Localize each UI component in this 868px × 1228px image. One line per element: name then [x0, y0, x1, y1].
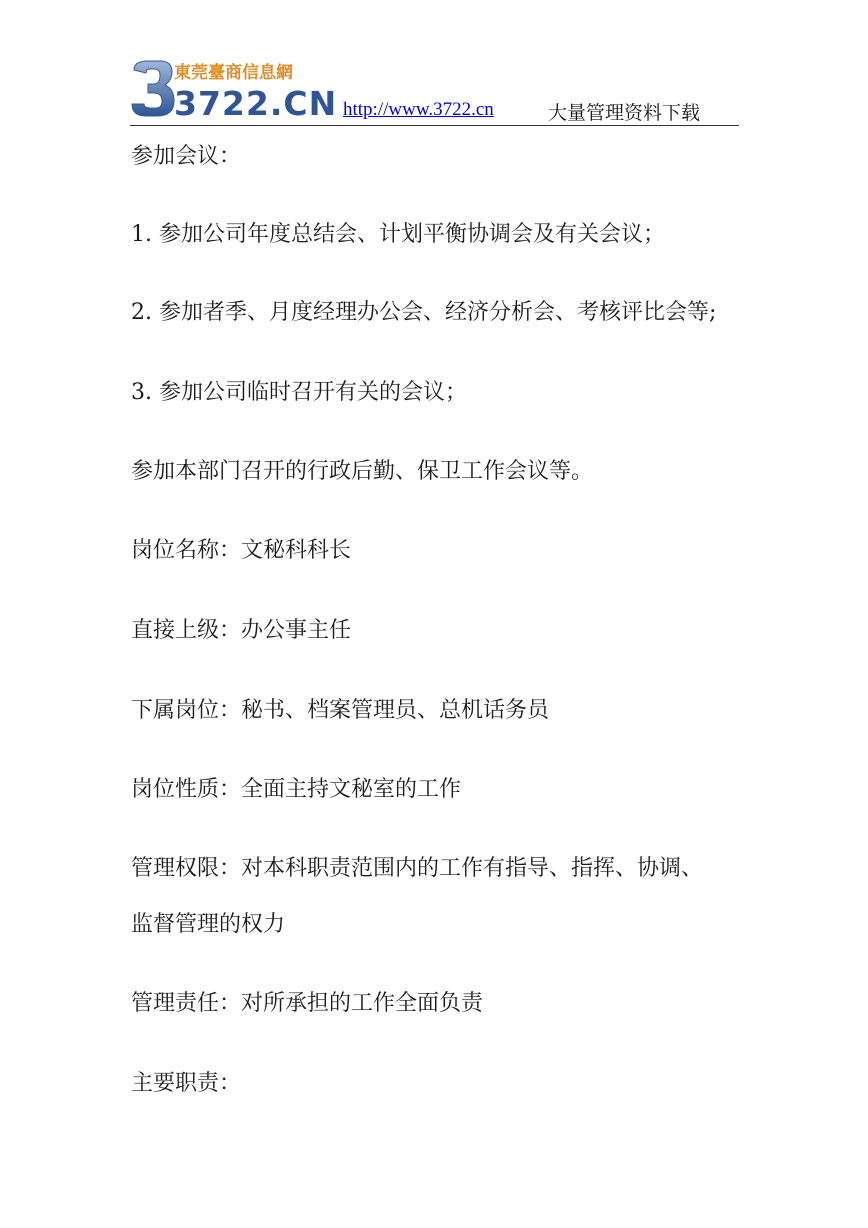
- direct-supervisor-line: 直接上级：办公事主任: [131, 618, 352, 643]
- logo-chinese-text: 東莞臺商信息網: [174, 63, 293, 83]
- meeting-item-4: 参加本部门召开的行政后勤、保卫工作会议等。: [131, 459, 594, 484]
- subordinate-positions-line: 下属岗位：秘书、档案管理员、总机话务员: [131, 698, 550, 723]
- management-authority-line: 管理权限：对本科职责范围内的工作有指导、指挥、协调、: [131, 856, 704, 881]
- site-logo[interactable]: [130, 58, 338, 123]
- management-authority-continued: 监督管理的权力: [131, 912, 286, 937]
- meeting-item-1: 1. 参加公司年度总结会、计划平衡协调会及有关会议；: [131, 222, 665, 247]
- job-title-line: 岗位名称：文秘科科长: [131, 538, 352, 563]
- meeting-item-2: 2. 参加者季、月度经理办公会、经济分析会、考核评比会等;: [131, 300, 717, 325]
- main-duties-heading: 主要职责：: [131, 1071, 242, 1096]
- header-tagline: 大量管理资料下载: [548, 102, 701, 124]
- section-heading-meetings: 参加会议：: [131, 144, 242, 169]
- site-url-link[interactable]: http://www.3722.cn: [343, 99, 494, 120]
- logo-graphic: [130, 58, 338, 123]
- page-header: [0, 0, 868, 130]
- logo-number-text: 3722.CN: [174, 84, 338, 123]
- header-divider: [130, 125, 739, 126]
- position-nature-line: 岗位性质：全面主持文秘室的工作: [131, 777, 462, 802]
- management-responsibility-line: 管理责任：对所承担的工作全面负责: [131, 991, 484, 1016]
- meeting-item-3: 3. 参加公司临时召开有关的会议；: [131, 380, 467, 405]
